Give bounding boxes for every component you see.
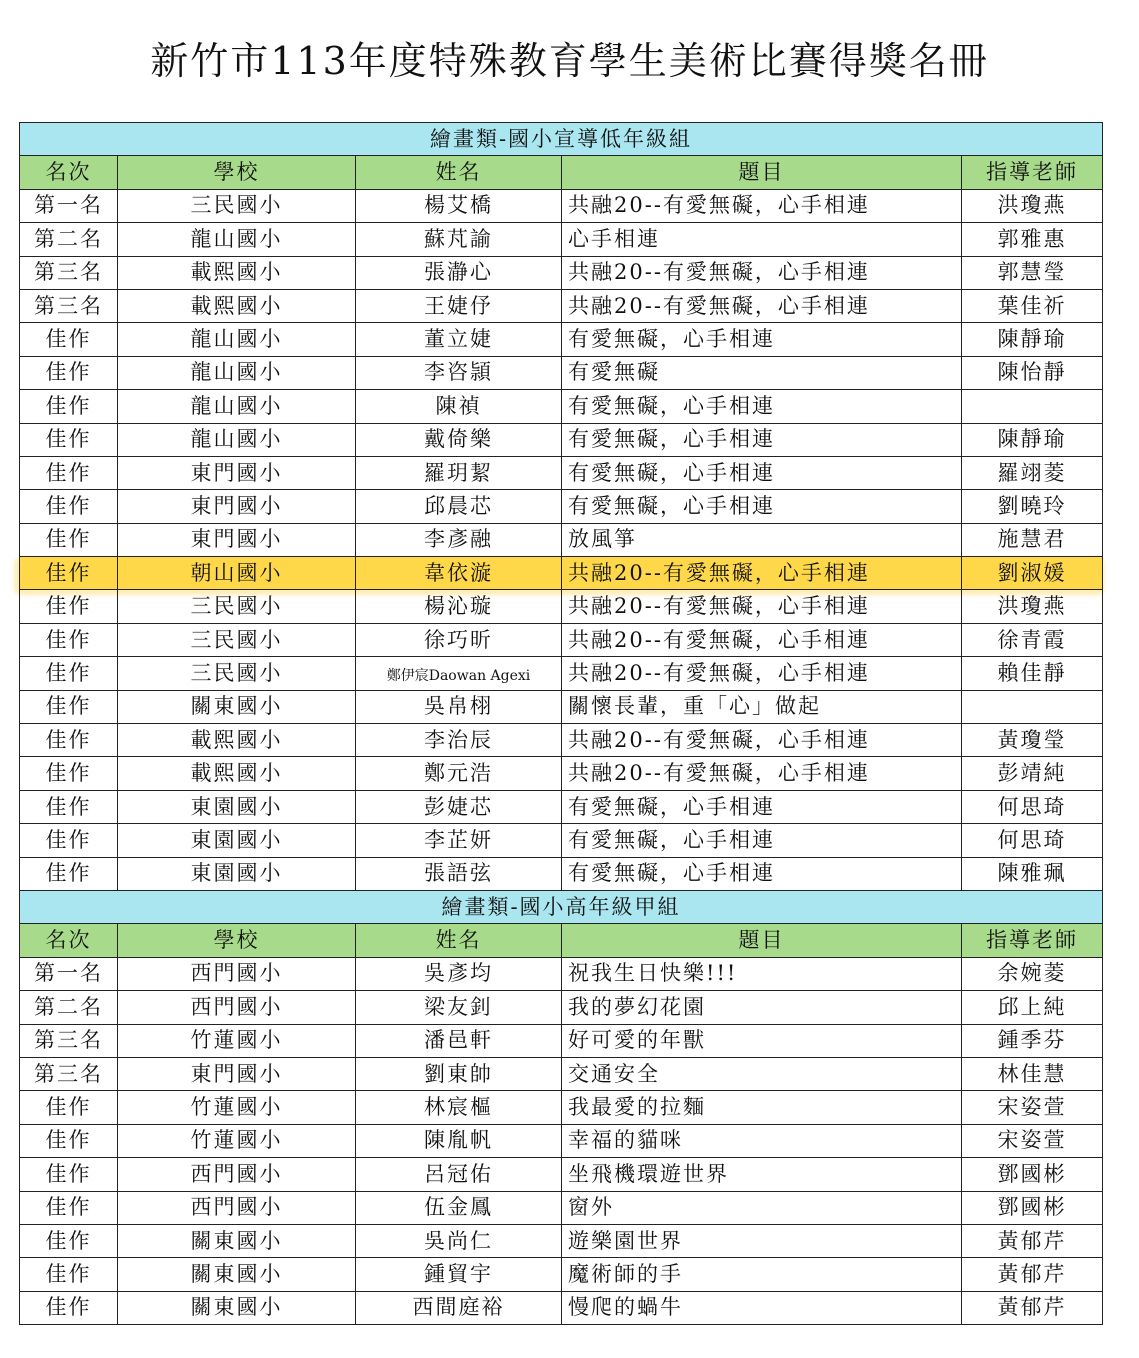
table-row — [20, 557, 1103, 590]
table-row — [20, 623, 1103, 656]
teacher-cell: 洪瓊燕 — [962, 590, 1103, 623]
table-row — [20, 824, 1103, 857]
student-name-cell: 羅玥絜 — [356, 456, 562, 489]
table-row — [20, 189, 1103, 222]
student-name-cell: 徐巧昕 — [356, 623, 562, 656]
table-row — [20, 490, 1103, 523]
teacher-cell: 羅翊菱 — [962, 456, 1103, 489]
topic-cell: 有愛無礙，心手相連 — [562, 423, 962, 456]
teacher-cell: 鍾季芬 — [962, 1024, 1103, 1057]
topic-cell: 我的夢幻花園 — [562, 991, 962, 1024]
rank-cell: 佳作 — [20, 724, 118, 757]
rank-cell: 第二名 — [20, 223, 118, 256]
school-cell: 東門國小 — [118, 523, 356, 556]
rank-cell: 佳作 — [20, 1158, 118, 1191]
teacher-cell: 黃郁芹 — [962, 1258, 1103, 1291]
rank-cell: 佳作 — [20, 757, 118, 790]
table-row — [20, 1291, 1103, 1324]
topic-cell: 共融20--有愛無礙，心手相連 — [562, 557, 962, 590]
column-header-row — [20, 924, 1103, 957]
topic-cell: 有愛無礙，心手相連 — [562, 790, 962, 823]
rank-cell: 佳作 — [20, 390, 118, 423]
topic-cell: 窗外 — [562, 1191, 962, 1224]
teacher-cell: 劉淑媛 — [962, 557, 1103, 590]
student-name-cell: 王婕伃 — [356, 289, 562, 322]
school-cell: 西門國小 — [118, 991, 356, 1024]
rank-cell: 佳作 — [20, 1124, 118, 1157]
table-row — [20, 690, 1103, 723]
rank-cell: 佳作 — [20, 857, 118, 890]
column-header: 題目 — [562, 924, 962, 957]
table-row — [20, 757, 1103, 790]
section-heading-row — [20, 890, 1103, 923]
student-name-cell: 張瀞心 — [356, 256, 562, 289]
student-name-cell: 邱晨芯 — [356, 490, 562, 523]
topic-cell: 交通安全 — [562, 1057, 962, 1090]
teacher-cell — [962, 690, 1103, 723]
section-heading-row — [20, 123, 1103, 156]
teacher-cell: 陳雅珮 — [962, 857, 1103, 890]
topic-cell: 共融20--有愛無礙，心手相連 — [562, 189, 962, 222]
column-header: 題目 — [562, 156, 962, 189]
table-row — [20, 523, 1103, 556]
school-cell: 三民國小 — [118, 590, 356, 623]
rank-cell: 佳作 — [20, 356, 118, 389]
school-cell: 關東國小 — [118, 690, 356, 723]
table-row — [20, 590, 1103, 623]
topic-cell: 魔術師的手 — [562, 1258, 962, 1291]
school-cell: 載熙國小 — [118, 289, 356, 322]
school-cell: 龍山國小 — [118, 356, 356, 389]
table-row — [20, 423, 1103, 456]
table-row — [20, 289, 1103, 322]
teacher-cell: 葉佳祈 — [962, 289, 1103, 322]
rank-cell: 佳作 — [20, 423, 118, 456]
column-header-row — [20, 156, 1103, 189]
school-cell: 竹蓮國小 — [118, 1024, 356, 1057]
rank-cell: 佳作 — [20, 557, 118, 590]
award-table — [19, 122, 1103, 1325]
rank-cell: 佳作 — [20, 1258, 118, 1291]
table-row — [20, 390, 1103, 423]
student-name-cell: 張語弦 — [356, 857, 562, 890]
topic-cell: 有愛無礙，心手相連 — [562, 456, 962, 489]
column-header: 指導老師 — [962, 924, 1103, 957]
school-cell: 竹蓮國小 — [118, 1091, 356, 1124]
student-name-cell: 梁友釗 — [356, 991, 562, 1024]
teacher-cell: 黃瓊瑩 — [962, 724, 1103, 757]
rank-cell: 佳作 — [20, 790, 118, 823]
student-name-cell: 劉東帥 — [356, 1057, 562, 1090]
teacher-cell: 宋姿萱 — [962, 1124, 1103, 1157]
school-cell: 載熙國小 — [118, 256, 356, 289]
teacher-cell: 郭雅惠 — [962, 223, 1103, 256]
topic-cell: 有愛無礙，心手相連 — [562, 490, 962, 523]
student-name-cell: 楊沁璇 — [356, 590, 562, 623]
student-name-cell: 潘邑軒 — [356, 1024, 562, 1057]
table-row — [20, 857, 1103, 890]
teacher-cell: 黃郁芹 — [962, 1291, 1103, 1324]
table-row — [20, 657, 1103, 690]
teacher-cell: 陳靜瑜 — [962, 323, 1103, 356]
student-name-cell: 伍金鳳 — [356, 1191, 562, 1224]
school-cell: 西門國小 — [118, 1191, 356, 1224]
topic-cell: 共融20--有愛無礙，心手相連 — [562, 724, 962, 757]
teacher-cell: 郭慧瑩 — [962, 256, 1103, 289]
teacher-cell: 彭靖純 — [962, 757, 1103, 790]
student-name-cell: 蘇芃諭 — [356, 223, 562, 256]
school-cell: 三民國小 — [118, 623, 356, 656]
school-cell: 竹蓮國小 — [118, 1124, 356, 1157]
table-row — [20, 256, 1103, 289]
topic-cell: 我最愛的拉麵 — [562, 1091, 962, 1124]
school-cell: 東園國小 — [118, 824, 356, 857]
topic-cell: 有愛無礙，心手相連 — [562, 323, 962, 356]
table-row — [20, 991, 1103, 1024]
rank-cell: 佳作 — [20, 523, 118, 556]
student-name-cell: 李芷妍 — [356, 824, 562, 857]
topic-cell: 共融20--有愛無礙，心手相連 — [562, 289, 962, 322]
teacher-cell: 林佳慧 — [962, 1057, 1103, 1090]
column-header: 名次 — [20, 924, 118, 957]
table-row — [20, 790, 1103, 823]
school-cell: 東園國小 — [118, 857, 356, 890]
section-heading: 繪畫類-國小高年級甲組 — [20, 890, 1103, 923]
school-cell: 三民國小 — [118, 657, 356, 690]
student-name-cell: 鄭元浩 — [356, 757, 562, 790]
school-cell: 東門國小 — [118, 490, 356, 523]
teacher-cell: 陳靜瑜 — [962, 423, 1103, 456]
rank-cell: 第三名 — [20, 289, 118, 322]
table-row — [20, 323, 1103, 356]
school-cell: 龍山國小 — [118, 423, 356, 456]
student-name-cell — [356, 657, 562, 690]
student-name-cell: 李咨頴 — [356, 356, 562, 389]
topic-cell: 有愛無礙，心手相連 — [562, 824, 962, 857]
school-cell: 東門國小 — [118, 1057, 356, 1090]
rank-cell: 佳作 — [20, 824, 118, 857]
table-row — [20, 724, 1103, 757]
teacher-cell: 陳怡靜 — [962, 356, 1103, 389]
table-row — [20, 356, 1103, 389]
student-name-cell: 呂冠佑 — [356, 1158, 562, 1191]
table-row — [20, 1057, 1103, 1090]
topic-cell: 遊樂園世界 — [562, 1224, 962, 1257]
teacher-cell — [962, 390, 1103, 423]
rank-cell: 佳作 — [20, 1191, 118, 1224]
teacher-cell: 何思琦 — [962, 790, 1103, 823]
document-title: 新竹市113年度特殊教育學生美術比賽得獎名冊 — [150, 39, 989, 83]
rank-cell: 第一名 — [20, 957, 118, 990]
student-name-cell: 吳尚仁 — [356, 1224, 562, 1257]
rank-cell: 佳作 — [20, 690, 118, 723]
topic-cell: 慢爬的蝸牛 — [562, 1291, 962, 1324]
school-cell: 載熙國小 — [118, 724, 356, 757]
rank-cell: 第三名 — [20, 1024, 118, 1057]
student-name-cell: 西間庭裕 — [356, 1291, 562, 1324]
rank-cell: 佳作 — [20, 1091, 118, 1124]
student-name-cell: 韋依漩 — [356, 557, 562, 590]
teacher-cell: 黃郁芹 — [962, 1224, 1103, 1257]
student-name-cell: 陳胤帆 — [356, 1124, 562, 1157]
student-name-cell: 李治辰 — [356, 724, 562, 757]
student-name-cell: 戴倚樂 — [356, 423, 562, 456]
student-name-cell: 楊艾橋 — [356, 189, 562, 222]
teacher-cell: 劉曉玲 — [962, 490, 1103, 523]
topic-cell: 放風箏 — [562, 523, 962, 556]
table-row — [20, 1224, 1103, 1257]
topic-cell: 幸福的貓咪 — [562, 1124, 962, 1157]
table-row — [20, 957, 1103, 990]
school-cell: 三民國小 — [118, 189, 356, 222]
student-name-text: 鄭伊宸Daowan Agexi — [386, 667, 531, 684]
section-heading: 繪畫類-國小宣導低年級組 — [20, 123, 1103, 156]
teacher-cell: 邱上純 — [962, 991, 1103, 1024]
column-header: 姓名 — [356, 924, 562, 957]
rank-cell: 佳作 — [20, 1291, 118, 1324]
topic-cell: 有愛無礙 — [562, 356, 962, 389]
school-cell: 東園國小 — [118, 790, 356, 823]
rank-cell: 佳作 — [20, 623, 118, 656]
student-name-cell: 鍾貿宇 — [356, 1258, 562, 1291]
rank-cell: 佳作 — [20, 456, 118, 489]
rank-cell: 佳作 — [20, 590, 118, 623]
teacher-cell: 賴佳靜 — [962, 657, 1103, 690]
table-row — [20, 1091, 1103, 1124]
rank-cell: 第三名 — [20, 256, 118, 289]
school-cell: 東門國小 — [118, 456, 356, 489]
student-name-cell: 陳禎 — [356, 390, 562, 423]
teacher-cell: 洪瓊燕 — [962, 189, 1103, 222]
topic-cell: 關懷長輩，重「心」做起 — [562, 690, 962, 723]
student-name-cell: 董立婕 — [356, 323, 562, 356]
student-name-cell: 彭婕芯 — [356, 790, 562, 823]
column-header: 學校 — [118, 156, 356, 189]
column-header: 學校 — [118, 924, 356, 957]
topic-cell: 祝我生日快樂!!! — [562, 957, 962, 990]
rank-cell: 第一名 — [20, 189, 118, 222]
student-name-cell: 林宸樞 — [356, 1091, 562, 1124]
topic-cell: 好可愛的年獸 — [562, 1024, 962, 1057]
student-name-cell: 李彥融 — [356, 523, 562, 556]
school-cell: 關東國小 — [118, 1291, 356, 1324]
table-row — [20, 1024, 1103, 1057]
column-header: 名次 — [20, 156, 118, 189]
rank-cell: 佳作 — [20, 323, 118, 356]
school-cell: 龍山國小 — [118, 323, 356, 356]
teacher-cell: 余婉菱 — [962, 957, 1103, 990]
topic-cell: 有愛無礙，心手相連 — [562, 390, 962, 423]
topic-cell: 有愛無礙，心手相連 — [562, 857, 962, 890]
teacher-cell: 何思琦 — [962, 824, 1103, 857]
table-row — [20, 1124, 1103, 1157]
topic-cell: 心手相連 — [562, 223, 962, 256]
topic-cell: 共融20--有愛無礙，心手相連 — [562, 657, 962, 690]
school-cell: 朝山國小 — [118, 557, 356, 590]
table-row — [20, 456, 1103, 489]
table-row — [20, 1258, 1103, 1291]
rank-cell: 第二名 — [20, 991, 118, 1024]
school-cell: 西門國小 — [118, 1158, 356, 1191]
rank-cell: 佳作 — [20, 490, 118, 523]
school-cell: 西門國小 — [118, 957, 356, 990]
student-name-cell: 吳彥均 — [356, 957, 562, 990]
rank-cell: 佳作 — [20, 657, 118, 690]
teacher-cell: 鄧國彬 — [962, 1191, 1103, 1224]
school-cell: 關東國小 — [118, 1224, 356, 1257]
teacher-cell: 施慧君 — [962, 523, 1103, 556]
column-header: 指導老師 — [962, 156, 1103, 189]
topic-cell: 共融20--有愛無礙，心手相連 — [562, 757, 962, 790]
table-row — [20, 1191, 1103, 1224]
topic-cell: 共融20--有愛無礙，心手相連 — [562, 590, 962, 623]
table-row — [20, 223, 1103, 256]
topic-cell: 坐飛機環遊世界 — [562, 1158, 962, 1191]
teacher-cell: 徐青霞 — [962, 623, 1103, 656]
teacher-cell: 鄧國彬 — [962, 1158, 1103, 1191]
school-cell: 載熙國小 — [118, 757, 356, 790]
table-row — [20, 1158, 1103, 1191]
school-cell: 龍山國小 — [118, 390, 356, 423]
school-cell: 關東國小 — [118, 1258, 356, 1291]
school-cell: 龍山國小 — [118, 223, 356, 256]
student-name-cell: 吳帛栩 — [356, 690, 562, 723]
topic-cell: 共融20--有愛無礙，心手相連 — [562, 623, 962, 656]
rank-cell: 佳作 — [20, 1224, 118, 1257]
rank-cell: 第三名 — [20, 1057, 118, 1090]
topic-cell: 共融20--有愛無礙，心手相連 — [562, 256, 962, 289]
column-header: 姓名 — [356, 156, 562, 189]
teacher-cell: 宋姿萱 — [962, 1091, 1103, 1124]
